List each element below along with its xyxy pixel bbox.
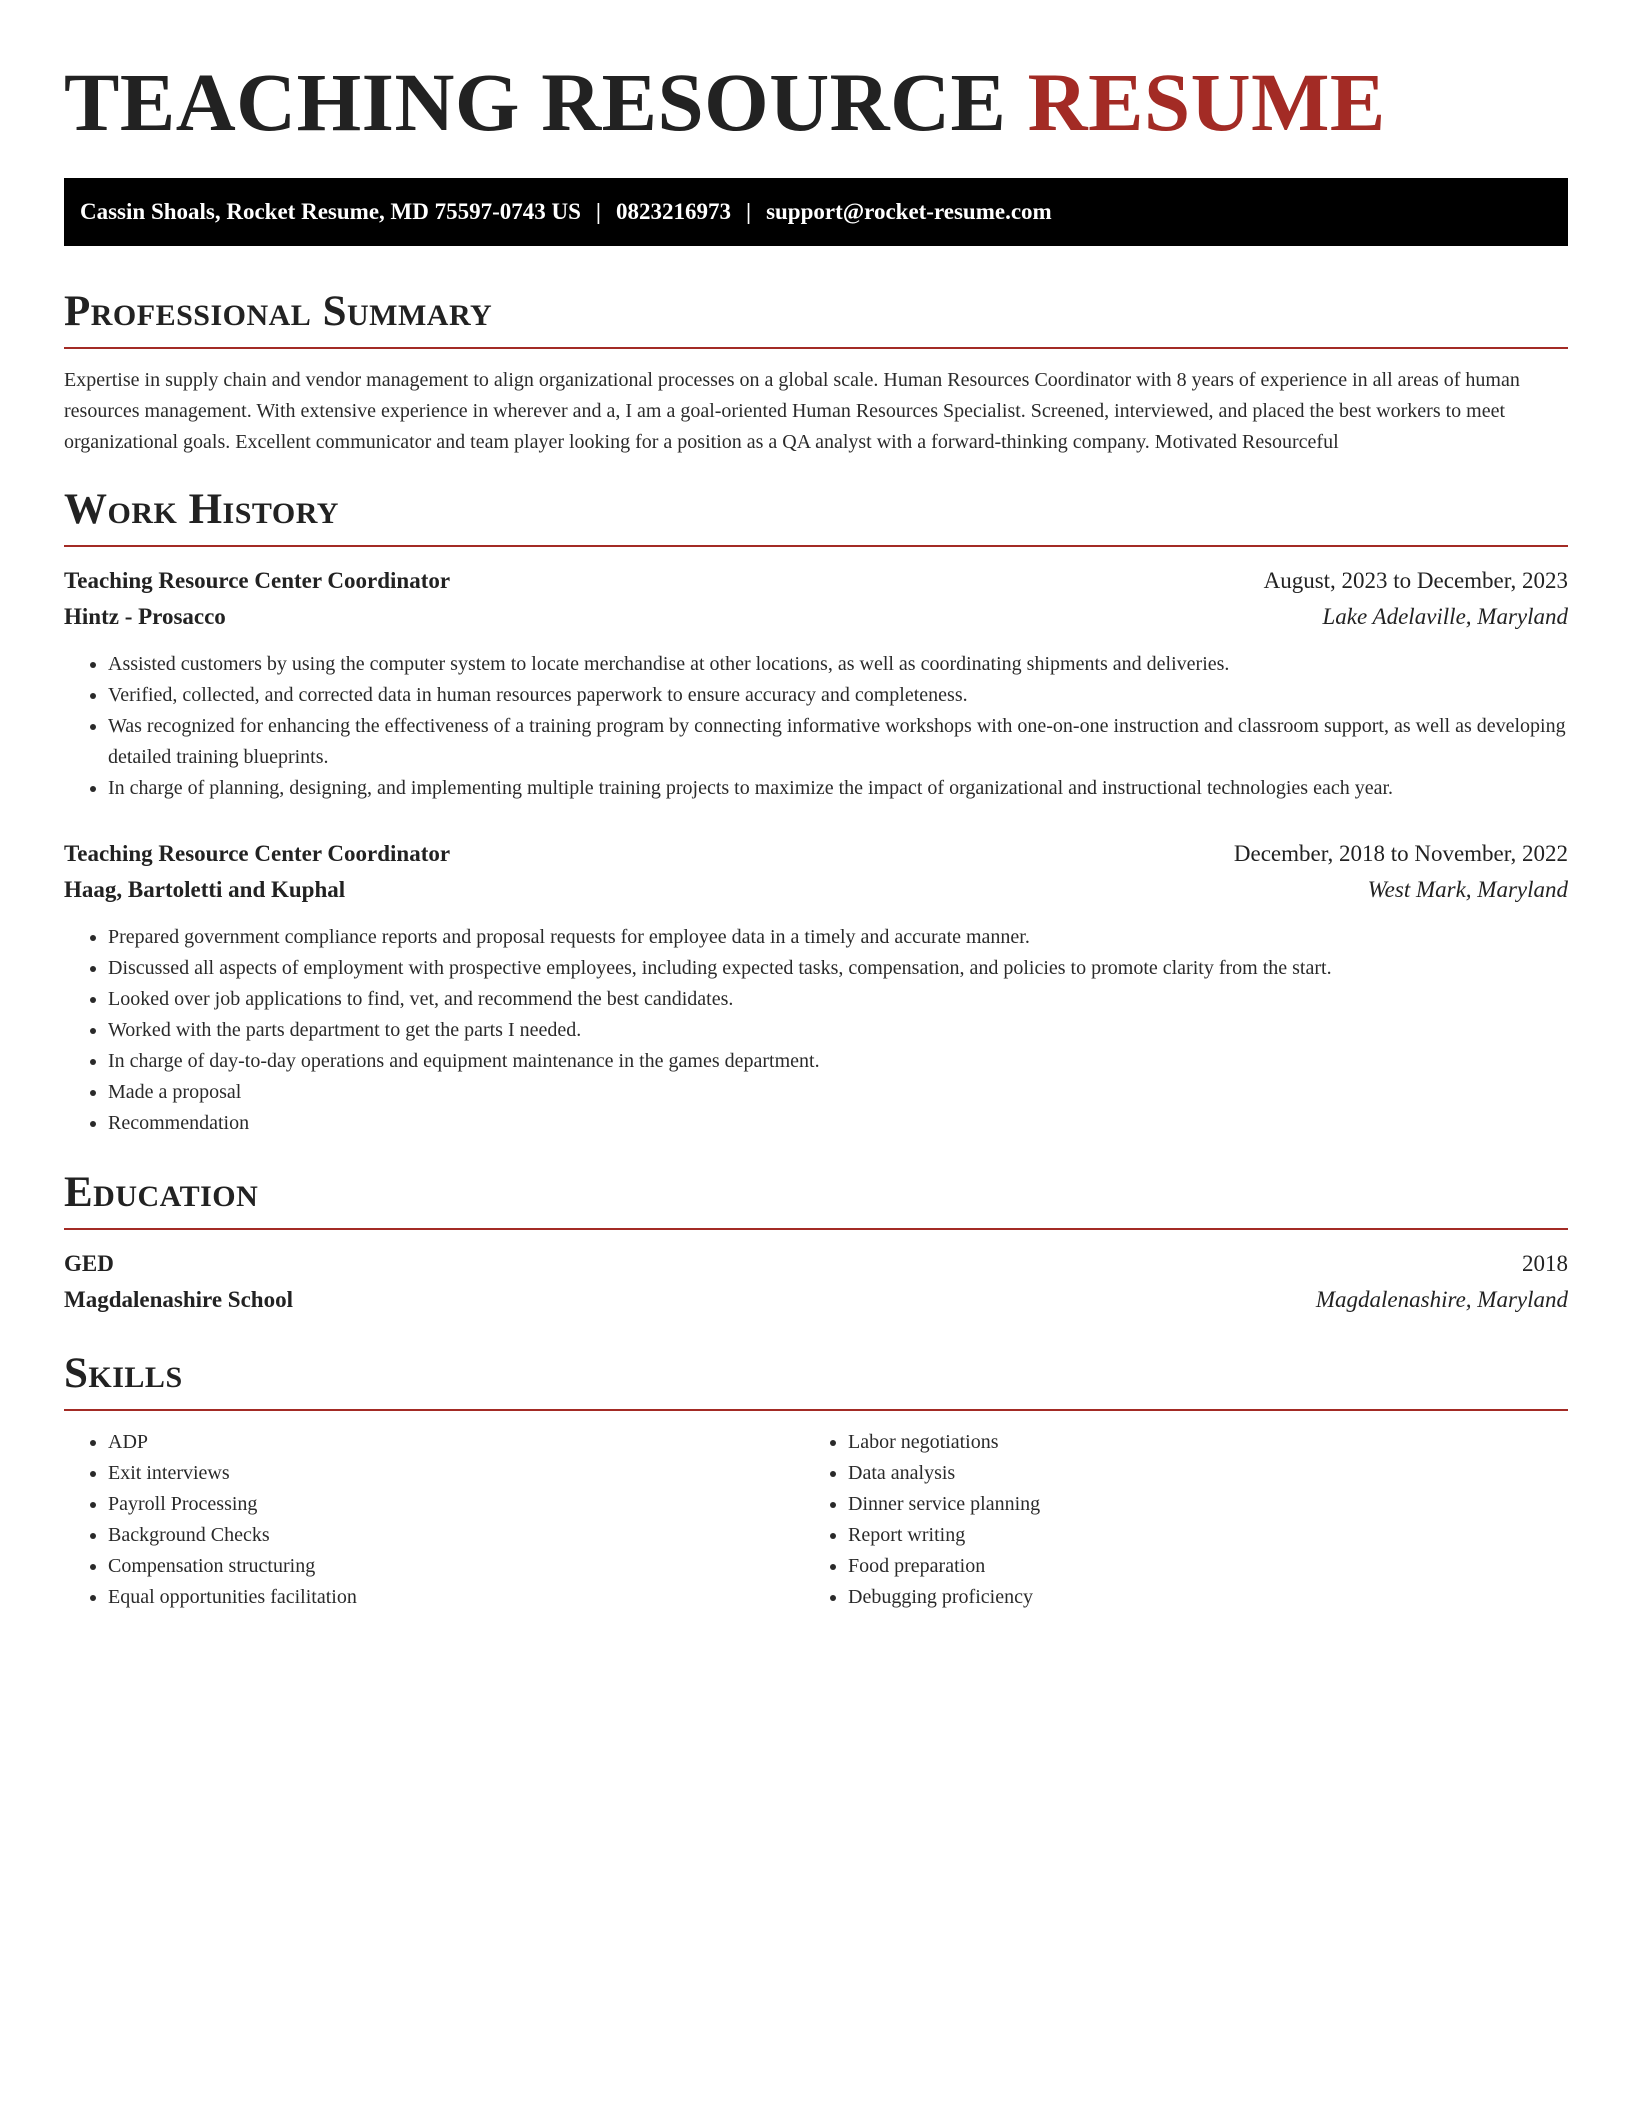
- skill-item: • Food preparation: [848, 1551, 1544, 1582]
- education-entry: [64, 1246, 1568, 1318]
- skill-item: • Labor negotiations: [848, 1427, 1544, 1458]
- job-bullet-list: [64, 649, 1568, 804]
- skill-item: • Equal opportunities facilitation: [108, 1582, 804, 1613]
- job-location: West Mark, Maryland: [1367, 877, 1568, 902]
- summary-heading: Professional Summary: [64, 288, 493, 335]
- skill-item: • Data analysis: [848, 1458, 1544, 1489]
- skill-item: • ADP: [108, 1427, 804, 1458]
- contact-separator: |: [745, 199, 752, 224]
- list-item: • Assisted customers by using the computer system to locate merchandise at other locations, as well as coordinating shipments and deliveries.: [108, 649, 1568, 680]
- skills-columns: [64, 1427, 1568, 1613]
- skills-heading: Skills: [64, 1350, 183, 1397]
- list-item: • Made a proposal: [108, 1077, 1568, 1108]
- job-company-row: [64, 872, 1568, 908]
- job-company: Haag, Bartoletti and Kuphal: [64, 877, 346, 902]
- job-entry: [64, 563, 1568, 804]
- list-item: • Was recognized for enhancing the effectiveness of a training program by connecting informative workshops with one-on-one instruction and classroom support, as well as developing detailed training blueprints.: [108, 711, 1568, 773]
- list-item: • In charge of day-to-day operations and equipment maintenance in the games department.: [108, 1046, 1568, 1077]
- section-divider: [64, 545, 1568, 547]
- skill-item: • Payroll Processing: [108, 1489, 804, 1520]
- skill-item: • Report writing: [848, 1520, 1544, 1551]
- job-company: Hintz - Prosacco: [64, 604, 226, 629]
- resume-page: [64, 0, 1568, 1613]
- summary-section: [64, 286, 1568, 458]
- list-item: • Recommendation: [108, 1108, 1568, 1139]
- title-main: TEACHING RESOURCE: [64, 56, 1007, 148]
- list-item: • In charge of planning, designing, and implementing multiple training projects to maximize the impact of organizational and instructional technologies each year.: [108, 773, 1568, 804]
- contact-phone: 0823216973: [615, 199, 731, 224]
- education-year: 2018: [1522, 1251, 1568, 1276]
- skill-item: • Debugging proficiency: [848, 1582, 1544, 1613]
- skill-item: • Dinner service planning: [848, 1489, 1544, 1520]
- education-school: Magdalenashire School: [64, 1287, 293, 1312]
- contact-address: Cassin Shoals, Rocket Resume, MD 75597-0743 US: [80, 199, 581, 224]
- list-item: • Looked over job applications to find, vet, and recommend the best candidates.: [108, 984, 1568, 1015]
- contact-separator: |: [595, 199, 601, 224]
- title-accent: RESUME: [1027, 56, 1386, 148]
- contact-email: support@rocket-resume.com: [766, 199, 1052, 224]
- education-section: [64, 1167, 1568, 1318]
- education-degree-row: [64, 1246, 1568, 1282]
- skill-item: • Compensation structuring: [108, 1551, 804, 1582]
- education-school-row: [64, 1282, 1568, 1318]
- section-divider: [64, 1409, 1568, 1411]
- education-heading: Education: [64, 1169, 259, 1216]
- job-bullet-list: [64, 922, 1568, 1139]
- skills-list-left: [64, 1427, 804, 1613]
- job-header-row: [64, 563, 1568, 599]
- skill-item: • Exit interviews: [108, 1458, 804, 1489]
- list-item: • Discussed all aspects of employment with prospective employees, including expected tasks, compensation, and policies to promote clarity from the start.: [108, 953, 1568, 984]
- section-divider: [64, 347, 1568, 349]
- work-history-heading: Work History: [64, 486, 339, 533]
- job-location: Lake Adelaville, Maryland: [1322, 604, 1568, 629]
- job-dates: December, 2018 to November, 2022: [1233, 841, 1568, 866]
- work-history-section: [64, 484, 1568, 1139]
- job-title: Teaching Resource Center Coordinator: [64, 841, 451, 866]
- summary-text: Expertise in supply chain and vendor management to align organizational processes on a global scale. Human Resources Coordinator with 8 years of experience in all areas of human resources management. With extensive experience in wherever and a, I am a goal-oriented Human Resources Specialist. Screened, interviewed, and placed the best workers to meet organizational goals. Excellent communicator and team player looking for a position as a QA analyst with a forward-thinking company. Motivated Resourceful: [64, 369, 1520, 453]
- section-divider: [64, 1228, 1568, 1230]
- skills-list-right: [804, 1427, 1544, 1613]
- job-dates: August, 2023 to December, 2023: [1263, 568, 1568, 593]
- list-item: • Worked with the parts department to get the parts I needed.: [108, 1015, 1568, 1046]
- list-item: • Verified, collected, and corrected data in human resources paperwork to ensure accuracy and completeness.: [108, 680, 1568, 711]
- job-header-row: [64, 836, 1568, 872]
- job-title: Teaching Resource Center Coordinator: [64, 568, 451, 593]
- education-degree: GED: [64, 1251, 114, 1276]
- job-company-row: [64, 599, 1568, 635]
- resume-title: [64, 0, 1568, 152]
- education-location: Magdalenashire, Maryland: [1315, 1287, 1568, 1312]
- skill-item: • Background Checks: [108, 1520, 804, 1551]
- list-item: • Prepared government compliance reports and proposal requests for employee data in a timely and accurate manner.: [108, 922, 1568, 953]
- skills-section: [64, 1348, 1568, 1613]
- contact-bar: [64, 178, 1568, 246]
- job-entry: [64, 836, 1568, 1139]
